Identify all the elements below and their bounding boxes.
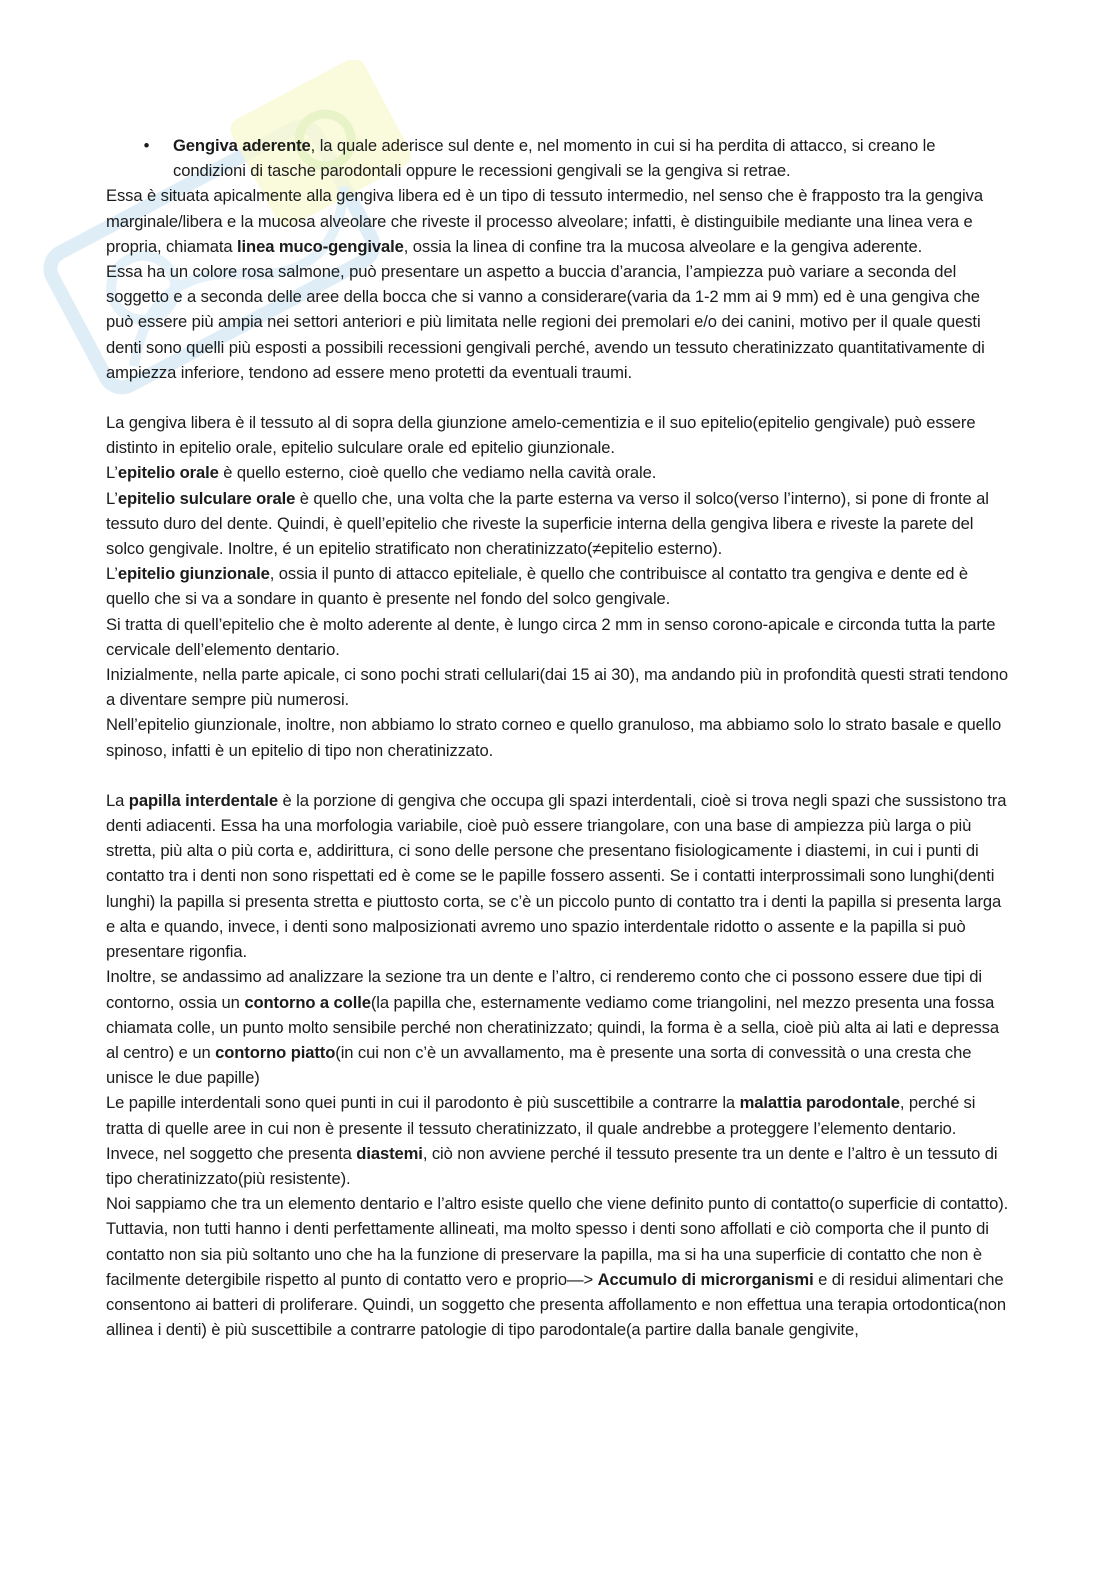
paragraph: Inoltre, se andassimo ad analizzare la sezione tra un dente e l’altro, ci renderemo conto che ci possono essere due tipi di contorno, ossia un contorno a colle(la papilla che, esternamente vediamo come triangolini, nel mezzo presenta una fossa chiamata colle, un punto molto sensibile perché non cheratinizzato; quindi, la forma è a sella, cioè più alta ai lati e depressa al centro) e un contorno piatto(in cui non c’è un avvallamento, ma è presente una sorta di convessità o una cresta che unisce le due papille) (106, 967, 1000, 1088)
paragraph: Le papille interdentali sono quei punti in cui il parodonto è più suscettibile a contrarre la malattia parodontale, perché si tratta di quelle aree in cui non è presente il tessuto cheratinizzato, il quale andrebbe a proteggere l’elemento dentario. Invece, nel soggetto che presenta diastemi, ciò non avviene perché il tessuto presente tra un dente e l’altro è un tessuto di tipo cheratinizzato(più resistente). (106, 1093, 998, 1188)
paragraph: Nell’epitelio giunzionale, inoltre, non abbiamo lo strato corneo e quello granuloso, ma abbiamo solo lo strato basale e quello spinoso, infatti è un epitelio di tipo non cheratinizzato. (106, 715, 1002, 760)
paragraph: La gengiva libera è il tessuto al di sopra della giunzione amelo-cementizia e il suo epitelio(epitelio gengivale) può essere distinto in epitelio orale, epitelio sulculare orale ed epitelio giunzionale. (106, 413, 976, 458)
document-body (106, 133, 1011, 1342)
term-contorno-a-colle: contorno a colle (244, 992, 371, 1012)
list-item: • Gengiva aderente, la quale aderisce sul dente e, nel momento in cui si ha perdita di attacco, si creano le condizioni di tasche parodontali oppure le recessioni gengivali se la gengiva si retrae. (106, 133, 1011, 183)
term-epitelio-sulculare: epitelio sulculare orale (117, 488, 296, 508)
paragraph: La papilla interdentale è la porzione di gengiva che occupa gli spazi interdentali, cioè si trova negli spazi che sussistono tra denti adiacenti. Essa ha una morfologia variabile, cioè può essere triangolare, con una base di ampiezza più larga o più stretta, più alta o più corta e, addirittura, ci sono delle persone che presentano fisiologicamente i diastemi, in cui i punti di contatto tra i denti non sono rispettati ed è come se le papille fossero assenti. Se i contatti interprossimali sono lunghi(denti lunghi) la papilla si presenta stretta e piuttosto corta, se c’è un piccolo punto di contatto tra i denti la papilla si presenta larga e alta e quando, invece, i denti sono malposizionati avremo uno spazio interdentale ridotto o assente e la papilla si può presentare rigonfia. (106, 790, 1007, 962)
term-epitelio-giunzionale: epitelio giunzionale (117, 564, 270, 584)
paragraph: Noi sappiamo che tra un elemento dentario e l’altro esiste quello che viene definito punto di contatto(o superficie di contatto). Tuttavia, non tutti hanno i denti perfettamente allineati, ma molto spesso i denti sono affollati e ciò comporta che il punto di contatto non sia più soltanto uno che ha la funzione di preservare la papilla, ma si ha una superficie di contatto che non è facilmente detergibile rispetto al punto di contatto vero e proprio—> Accumulo di microrganismi e di residui alimentari che consentono ai batteri di proliferare. Quindi, un soggetto che presenta affollamento e non effettua una terapia ortodontica(non allinea i denti) è più suscettibile a contrarre patologie di tipo parodontale(a partire dalla banale gengivite, (106, 1194, 1009, 1340)
term-accumulo-microrganismi: Accumulo di microrganismi (597, 1269, 814, 1289)
term-gengiva-aderente: Gengiva aderente (173, 136, 311, 155)
paragraph: L’epitelio orale è quello esterno, cioè quello che vediamo nella cavità orale. (106, 463, 657, 483)
bullet-marker: • (143, 136, 150, 155)
paragraph: Essa è situata apicalmente alla gengiva libera ed è un tipo di tessuto intermedio, nel senso che è frapposto tra la gengiva marginale/libera e la mucosa alveolare che riveste il processo alveolare; infatti, è distinguibile mediante una linea vera e propria, chiamata linea muco-gengivale, ossia la linea di confine tra la mucosa alveolare e la gengiva aderente. (106, 186, 983, 256)
paragraph: L’epitelio sulculare orale è quello che, una volta che la parte esterna va verso il solco(verso l’interno), si pone di fronte al tessuto duro del dente. Quindi, è quell’epitelio che riveste la superficie interna della gengiva libera e riveste la parete del solco gengivale. Inoltre, é un epitelio stratificato non cheratinizzato(≠epitelio esterno). (106, 488, 989, 559)
term-contorno-piatto: contorno piatto (215, 1042, 336, 1062)
paragraph: L’epitelio giunzionale, ossia il punto di attacco epiteliale, è quello che contribuisce al contatto tra gengiva e dente ed è quello che si va a sondare in quanto è presente nel fondo del solco gengivale. (106, 564, 969, 609)
term-malattia-parodontale: malattia parodontale (739, 1093, 900, 1113)
paragraph: Inizialmente, nella parte apicale, ci sono pochi strati cellulari(dai 15 ai 30), ma andando più in profondità questi strati tendono a diventare sempre più numerosi. (106, 665, 1008, 710)
term-diastemi: diastemi (356, 1143, 423, 1163)
term-linea-muco-gengivale: linea muco-gengivale (237, 236, 404, 256)
paragraph: Essa ha un colore rosa salmone, può presentare un aspetto a buccia d’arancia, l’ampiezza può variare a seconda del soggetto e a seconda delle aree della bocca che si vanno a considerare(varia da 1-2 mm ai 9 mm) ed è una gengiva che può essere più ampia nei settori anteriori e più limitata nelle regioni dei premolari e/o dei canini, motivo per il quale questi denti sono quelli più esposti a possibili recessioni gengivali perché, avendo un tessuto cheratinizzato quantitativamente di ampiezza inferiore, tendono ad essere meno protetti da eventuali traumi. (106, 262, 985, 382)
paragraph: Si tratta di quell’epitelio che è molto aderente al dente, è lungo circa 2 mm in senso corono-apicale e circonda tutta la parte cervicale dell’elemento dentario. (106, 614, 996, 659)
term-papilla-interdentale: papilla interdentale (128, 790, 279, 810)
term-epitelio-orale: epitelio orale (117, 463, 219, 483)
